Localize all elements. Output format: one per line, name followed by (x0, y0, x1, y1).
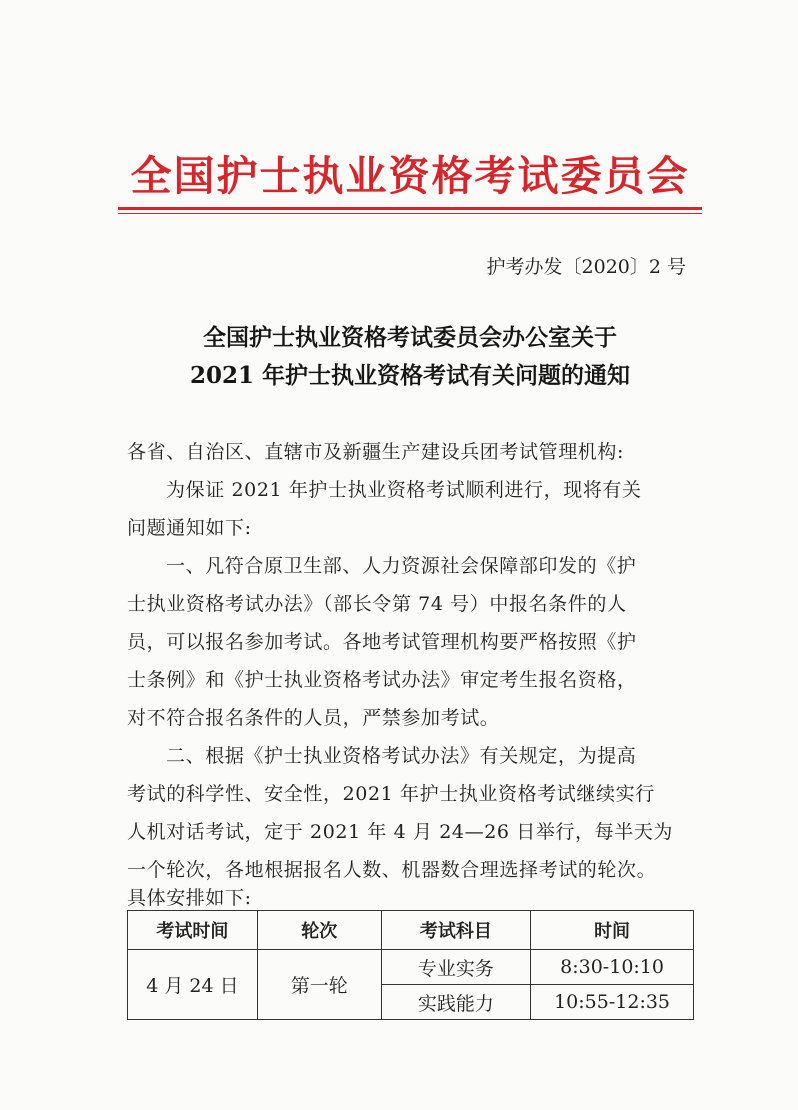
subject-cell: 实践能力 (381, 985, 531, 1020)
time-cell: 10:55-12:35 (531, 985, 694, 1020)
paragraph-line: 考试的科学性、安全性，2021 年护士执业资格考试继续实行 (127, 783, 655, 805)
paragraph-line: 对不符合报名条件的人员，严禁参加考试。 (127, 707, 500, 729)
paragraph-line: 问题通知如下: (127, 517, 252, 539)
paragraph-line: 一、凡符合原卫生部、人力资源社会保障部印发的《护 (166, 555, 637, 577)
exam-date-cell: 4 月 24 日 (128, 950, 258, 1020)
table-header-row (128, 911, 694, 950)
paragraph-line: 士条例》和《护士执业资格考试办法》审定考生报名资格， (127, 669, 637, 691)
paragraph-line: 二、根据《护士执业资格考试办法》有关规定，为提高 (166, 745, 637, 767)
header-red-rule-thin (118, 213, 702, 214)
paragraph-line: 士执业资格考试办法》（部长令第 74 号）中报名条件的人 (127, 593, 627, 615)
issuing-organization-title: 全国护士执业资格考试委员会 (130, 152, 690, 200)
salutation: 各省、自治区、直辖市及新疆生产建设兵团考试管理机构: (127, 441, 625, 463)
paragraph-line: 具体安排如下: (127, 887, 252, 909)
document-number: 护考办发〔2020〕2 号 (486, 256, 686, 278)
paragraph-line: 人机对话考试，定于 2021 年 4 月 24—26 日举行，每半天为 (127, 821, 674, 843)
document-title-line-1: 全国护士执业资格考试委员会办公室关于 (203, 324, 617, 351)
paragraph-line: 一个轮次，各地根据报名人数、机器数合理选择考试的轮次。 (127, 859, 657, 881)
header-time: 时间 (531, 911, 694, 950)
header-red-rule (118, 207, 702, 210)
table-row (128, 950, 694, 985)
exam-schedule-table (127, 910, 694, 1020)
document-title-line-2: 2021 年护士执业资格考试有关问题的通知 (189, 362, 631, 389)
paragraph-line: 为保证 2021 年护士执业资格考试顺利进行，现将有关 (166, 479, 642, 501)
paragraph-line: 员，可以报名参加考试。各地考试管理机构要严格按照《护 (127, 631, 637, 653)
header-subject: 考试科目 (381, 911, 531, 950)
subject-cell: 专业实务 (381, 950, 531, 985)
time-cell: 8:30-10:10 (531, 950, 694, 985)
round-cell: 第一轮 (257, 950, 381, 1020)
header-round: 轮次 (257, 911, 381, 950)
header-exam-date: 考试时间 (128, 911, 258, 950)
